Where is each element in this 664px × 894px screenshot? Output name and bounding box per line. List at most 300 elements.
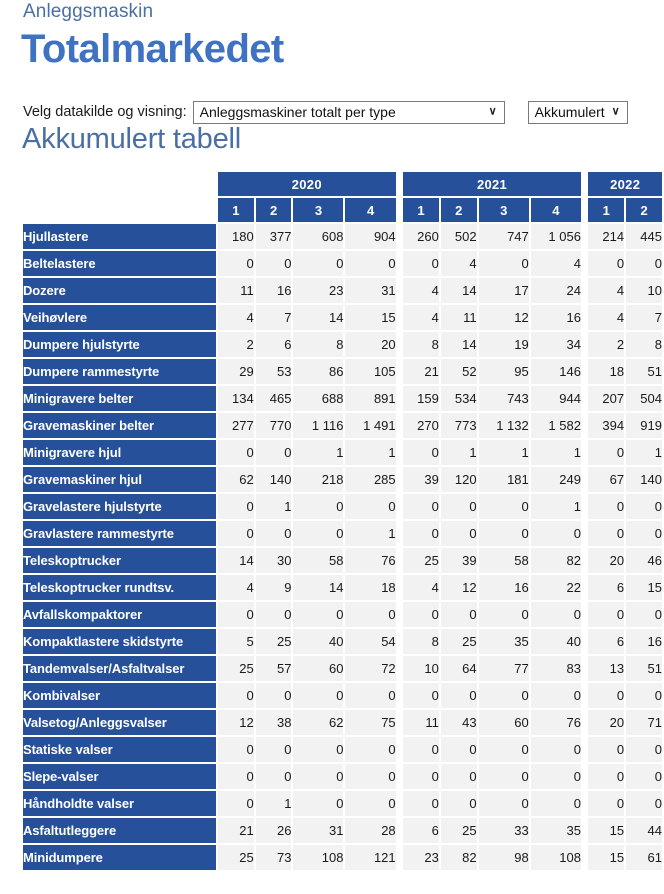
table-cell: 10 (403, 656, 439, 681)
year-group-gap (583, 494, 586, 519)
table-cell: 249 (531, 467, 581, 492)
year-group-gap (398, 845, 401, 870)
table-cell: 14 (293, 575, 343, 600)
table-cell: 277 (218, 413, 254, 438)
table-cell: 1 (626, 440, 662, 465)
row-label: Minigravere hjul (23, 440, 216, 465)
table-cell: 4 (218, 575, 254, 600)
table-cell: 4 (531, 251, 581, 276)
table-cell: 0 (256, 737, 292, 762)
table-cell: 1 (256, 494, 292, 519)
table-cell: 0 (293, 251, 343, 276)
year-header-2020: 2020 (218, 172, 396, 196)
table-cell: 0 (218, 737, 254, 762)
table-cell: 31 (293, 818, 343, 843)
row-label: Tandemvalser/Asfaltvalser (23, 656, 216, 681)
table-cell: 16 (626, 629, 662, 654)
table-cell: 60 (479, 710, 529, 735)
datasource-select[interactable] (193, 101, 505, 124)
table-cell: 0 (345, 791, 395, 816)
table-row (23, 710, 662, 735)
table-cell: 60 (293, 656, 343, 681)
year-group-gap (583, 224, 586, 249)
year-group-gap (398, 386, 401, 411)
row-label: Asfaltutleggere (23, 818, 216, 843)
row-label: Gravelastere hjulstyrte (23, 494, 216, 519)
table-row (23, 737, 662, 762)
table-cell: 0 (256, 764, 292, 789)
datasource-label: Velg datakilde og visning: (23, 104, 187, 120)
table-cell: 0 (293, 683, 343, 708)
table-row (23, 251, 662, 276)
table-cell: 0 (531, 602, 581, 627)
table-cell: 21 (218, 818, 254, 843)
table-cell: 0 (218, 791, 254, 816)
table-cell: 39 (403, 467, 439, 492)
table-row (23, 332, 662, 357)
year-group-gap (398, 224, 401, 249)
table-cell: 0 (403, 737, 439, 762)
table-cell: 4 (588, 278, 624, 303)
table-cell: 19 (479, 332, 529, 357)
table-cell: 7 (626, 305, 662, 330)
view-select-value: Akkumulert (534, 104, 605, 120)
table-cell: 0 (256, 683, 292, 708)
year-group-gap (398, 440, 401, 465)
year-group-gap (398, 359, 401, 384)
table-cell: 72 (345, 656, 395, 681)
table-row (23, 629, 662, 654)
table-cell: 0 (626, 494, 662, 519)
year-group-gap (398, 602, 401, 627)
table-cell: 502 (441, 224, 477, 249)
table-row (23, 359, 662, 384)
table-cell: 0 (256, 440, 292, 465)
accumulated-data-table (21, 170, 664, 872)
year-group-gap (583, 818, 586, 843)
table-cell: 0 (588, 440, 624, 465)
table-cell: 8 (293, 332, 343, 357)
table-cell: 1 (441, 440, 477, 465)
table-cell: 0 (345, 602, 395, 627)
table-cell: 25 (256, 629, 292, 654)
table-cell: 15 (588, 845, 624, 870)
table-cell: 95 (479, 359, 529, 384)
table-cell: 0 (479, 251, 529, 276)
table-cell: 4 (403, 278, 439, 303)
table-cell: 82 (531, 548, 581, 573)
table-row (23, 224, 662, 249)
year-group-gap (583, 764, 586, 789)
year-group-gap (398, 548, 401, 573)
table-cell: 0 (293, 737, 343, 762)
table-cell: 51 (626, 359, 662, 384)
table-cell: 82 (441, 845, 477, 870)
table-cell: 67 (588, 467, 624, 492)
row-label: Slepe-valser (23, 764, 216, 789)
table-cell: 1 582 (531, 413, 581, 438)
table-cell: 0 (588, 602, 624, 627)
table-cell: 120 (441, 467, 477, 492)
table-row (23, 305, 662, 330)
table-cell: 0 (441, 764, 477, 789)
table-cell: 77 (479, 656, 529, 681)
year-group-gap (398, 251, 401, 276)
table-cell: 11 (403, 710, 439, 735)
table-cell: 23 (293, 278, 343, 303)
year-group-gap (398, 683, 401, 708)
table-cell: 0 (531, 791, 581, 816)
table-cell: 1 (293, 440, 343, 465)
table-cell: 0 (403, 764, 439, 789)
row-label: Teleskoptrucker rundtsv. (23, 575, 216, 600)
table-cell: 0 (345, 737, 395, 762)
table-cell: 0 (441, 602, 477, 627)
table-cell: 0 (626, 521, 662, 546)
row-label: Beltelastere (23, 251, 216, 276)
table-cell: 0 (588, 737, 624, 762)
table-cell: 40 (531, 629, 581, 654)
table-cell: 15 (626, 575, 662, 600)
table-cell: 1 (531, 440, 581, 465)
table-cell: 14 (441, 332, 477, 357)
row-label: Gravemaskiner hjul (23, 467, 216, 492)
table-cell: 0 (218, 683, 254, 708)
year-group-gap (583, 332, 586, 357)
table-cell: 38 (256, 710, 292, 735)
quarter-header-2020-q3: 3 (293, 198, 343, 222)
table-cell: 11 (441, 305, 477, 330)
table-cell: 134 (218, 386, 254, 411)
table-cell: 22 (531, 575, 581, 600)
table-cell: 62 (218, 467, 254, 492)
year-group-gap (583, 710, 586, 735)
page-title: Totalmarkedet (21, 27, 284, 71)
table-cell: 0 (256, 251, 292, 276)
table-cell: 0 (588, 251, 624, 276)
row-label: Avfallskompaktorer (23, 602, 216, 627)
table-cell: 20 (588, 548, 624, 573)
table-cell: 71 (626, 710, 662, 735)
table-cell: 76 (345, 548, 395, 573)
table-cell: 0 (293, 764, 343, 789)
page-kicker: Anleggsmaskin (23, 1, 154, 22)
table-cell: 6 (588, 629, 624, 654)
quarter-header-2020-q1: 1 (218, 198, 254, 222)
table-cell: 0 (626, 251, 662, 276)
table-cell: 12 (218, 710, 254, 735)
table-cell: 1 132 (479, 413, 529, 438)
year-group-gap (583, 845, 586, 870)
table-cell: 207 (588, 386, 624, 411)
table-cell: 0 (588, 791, 624, 816)
year-group-gap (583, 683, 586, 708)
year-group-gap (398, 278, 401, 303)
table-row (23, 818, 662, 843)
table-cell: 17 (479, 278, 529, 303)
table-cell: 0 (345, 764, 395, 789)
table-cell: 20 (588, 710, 624, 735)
table-cell: 8 (403, 332, 439, 357)
year-group-gap (583, 386, 586, 411)
year-group-gap (583, 521, 586, 546)
year-group-gap (583, 305, 586, 330)
table-cell: 140 (626, 467, 662, 492)
table-cell: 608 (293, 224, 343, 249)
table-cell: 9 (256, 575, 292, 600)
table-cell: 25 (403, 548, 439, 573)
table-cell: 146 (531, 359, 581, 384)
table-cell: 62 (293, 710, 343, 735)
year-group-gap (398, 737, 401, 762)
table-row (23, 548, 662, 573)
table-cell: 1 491 (345, 413, 395, 438)
year-group-gap (398, 764, 401, 789)
table-cell: 11 (218, 278, 254, 303)
table-cell: 8 (626, 332, 662, 357)
quarter-header-2022-q2: 2 (626, 198, 662, 222)
table-cell: 504 (626, 386, 662, 411)
table-row (23, 494, 662, 519)
table-cell: 58 (293, 548, 343, 573)
table-cell: 0 (218, 251, 254, 276)
year-header-row (23, 172, 662, 196)
year-group-gap (398, 467, 401, 492)
table-cell: 61 (626, 845, 662, 870)
year-group-gap (583, 359, 586, 384)
corner-cell-2 (23, 198, 216, 222)
row-label: Minidumpere (23, 845, 216, 870)
table-cell: 747 (479, 224, 529, 249)
table-cell: 0 (218, 602, 254, 627)
row-label: Hjullastere (23, 224, 216, 249)
year-header-2021: 2021 (403, 172, 581, 196)
row-label: Håndholdte valser (23, 791, 216, 816)
quarter-header-2020-q2: 2 (256, 198, 292, 222)
table-cell: 0 (293, 494, 343, 519)
section-subtitle: Akkumulert tabell (22, 123, 242, 155)
table-cell: 33 (479, 818, 529, 843)
datasource-select-value: Anleggsmaskiner totalt per type (199, 104, 396, 120)
table-cell: 54 (345, 629, 395, 654)
table-cell: 0 (479, 791, 529, 816)
control-bar (23, 100, 628, 124)
table-cell: 377 (256, 224, 292, 249)
table-cell: 0 (441, 791, 477, 816)
row-label: Dumpere hjulstyrte (23, 332, 216, 357)
table-cell: 0 (479, 764, 529, 789)
table-row (23, 575, 662, 600)
year-group-gap (583, 198, 586, 222)
table-cell: 0 (345, 683, 395, 708)
table-cell: 770 (256, 413, 292, 438)
table-cell: 904 (345, 224, 395, 249)
table-cell: 2 (588, 332, 624, 357)
table-cell: 0 (626, 737, 662, 762)
table-cell: 0 (588, 683, 624, 708)
table-cell: 86 (293, 359, 343, 384)
table-cell: 0 (479, 737, 529, 762)
table-cell: 4 (218, 305, 254, 330)
table-cell: 12 (479, 305, 529, 330)
table-cell: 5 (218, 629, 254, 654)
table-cell: 0 (403, 683, 439, 708)
data-table-wrapper (0, 170, 664, 872)
table-cell: 1 (531, 494, 581, 519)
table-cell: 6 (403, 818, 439, 843)
table-row (23, 602, 662, 627)
row-label: Gravemaskiner belter (23, 413, 216, 438)
table-cell: 0 (403, 791, 439, 816)
table-cell: 10 (626, 278, 662, 303)
table-cell: 0 (588, 494, 624, 519)
quarter-header-2020-q4: 4 (345, 198, 395, 222)
table-cell: 26 (256, 818, 292, 843)
table-cell: 73 (256, 845, 292, 870)
table-cell: 0 (218, 764, 254, 789)
table-row (23, 386, 662, 411)
table-cell: 15 (588, 818, 624, 843)
table-cell: 1 (256, 791, 292, 816)
table-cell: 7 (256, 305, 292, 330)
table-cell: 51 (626, 656, 662, 681)
table-cell: 98 (479, 845, 529, 870)
table-cell: 13 (588, 656, 624, 681)
row-label: Valsetog/Anleggsvalser (23, 710, 216, 735)
corner-cell (23, 172, 216, 196)
table-cell: 52 (441, 359, 477, 384)
table-cell: 75 (345, 710, 395, 735)
row-label: Gravlastere rammestyrte (23, 521, 216, 546)
table-cell: 108 (531, 845, 581, 870)
table-row (23, 656, 662, 681)
row-label: Kombivalser (23, 683, 216, 708)
table-cell: 0 (403, 494, 439, 519)
year-group-gap (398, 494, 401, 519)
table-cell: 0 (256, 521, 292, 546)
table-cell: 0 (256, 602, 292, 627)
table-cell: 58 (479, 548, 529, 573)
row-label: Teleskoptrucker (23, 548, 216, 573)
table-cell: 16 (479, 575, 529, 600)
table-row (23, 278, 662, 303)
table-cell: 0 (218, 521, 254, 546)
view-select[interactable] (528, 101, 628, 124)
year-group-gap (583, 440, 586, 465)
table-row (23, 440, 662, 465)
table-cell: 919 (626, 413, 662, 438)
table-cell: 25 (441, 629, 477, 654)
table-cell: 4 (403, 305, 439, 330)
table-cell: 181 (479, 467, 529, 492)
table-cell: 44 (626, 818, 662, 843)
table-cell: 0 (403, 521, 439, 546)
table-cell: 28 (345, 818, 395, 843)
row-label: Minigravere belter (23, 386, 216, 411)
year-group-gap (398, 656, 401, 681)
table-cell: 0 (626, 602, 662, 627)
table-cell: 18 (588, 359, 624, 384)
table-row (23, 467, 662, 492)
year-group-gap (583, 172, 586, 196)
table-cell: 8 (403, 629, 439, 654)
year-group-gap (398, 521, 401, 546)
table-cell: 0 (403, 440, 439, 465)
table-cell: 105 (345, 359, 395, 384)
year-group-gap (398, 413, 401, 438)
year-group-gap (583, 629, 586, 654)
row-label: Kompaktlastere skidstyrte (23, 629, 216, 654)
row-label: Statiske valser (23, 737, 216, 762)
table-cell: 0 (531, 737, 581, 762)
table-cell: 0 (441, 494, 477, 519)
table-cell: 14 (218, 548, 254, 573)
table-body (23, 224, 662, 870)
table-cell: 0 (626, 683, 662, 708)
table-cell: 394 (588, 413, 624, 438)
quarter-header-2022-q1: 1 (588, 198, 624, 222)
year-group-gap (398, 305, 401, 330)
table-cell: 57 (256, 656, 292, 681)
table-cell: 0 (588, 521, 624, 546)
row-label: Dozere (23, 278, 216, 303)
table-row (23, 521, 662, 546)
year-group-gap (398, 172, 401, 196)
year-header-2022: 2022 (588, 172, 662, 196)
table-cell: 688 (293, 386, 343, 411)
table-cell: 16 (256, 278, 292, 303)
table-cell: 140 (256, 467, 292, 492)
table-cell: 35 (479, 629, 529, 654)
table-cell: 76 (531, 710, 581, 735)
table-row (23, 413, 662, 438)
chevron-down-icon: ∨ (611, 105, 620, 118)
table-cell: 34 (531, 332, 581, 357)
table-cell: 31 (345, 278, 395, 303)
table-cell: 534 (441, 386, 477, 411)
table-cell: 0 (293, 521, 343, 546)
quarter-header-2021-q3: 3 (479, 198, 529, 222)
year-group-gap (583, 791, 586, 816)
table-cell: 445 (626, 224, 662, 249)
quarter-header-2021-q4: 4 (531, 198, 581, 222)
table-cell: 159 (403, 386, 439, 411)
table-cell: 25 (441, 818, 477, 843)
table-cell: 14 (441, 278, 477, 303)
table-cell: 0 (531, 764, 581, 789)
table-cell: 0 (441, 737, 477, 762)
table-cell: 773 (441, 413, 477, 438)
year-group-gap (583, 656, 586, 681)
table-cell: 0 (293, 791, 343, 816)
table-cell: 40 (293, 629, 343, 654)
table-cell: 180 (218, 224, 254, 249)
quarter-header-row (23, 198, 662, 222)
table-cell: 0 (531, 521, 581, 546)
table-cell: 15 (345, 305, 395, 330)
year-group-gap (398, 791, 401, 816)
table-cell: 20 (345, 332, 395, 357)
year-group-gap (583, 278, 586, 303)
table-row (23, 845, 662, 870)
table-cell: 1 056 (531, 224, 581, 249)
table-cell: 0 (479, 602, 529, 627)
table-cell: 0 (588, 764, 624, 789)
year-group-gap (583, 413, 586, 438)
table-cell: 260 (403, 224, 439, 249)
row-label: Veihøvlere (23, 305, 216, 330)
table-cell: 4 (588, 305, 624, 330)
